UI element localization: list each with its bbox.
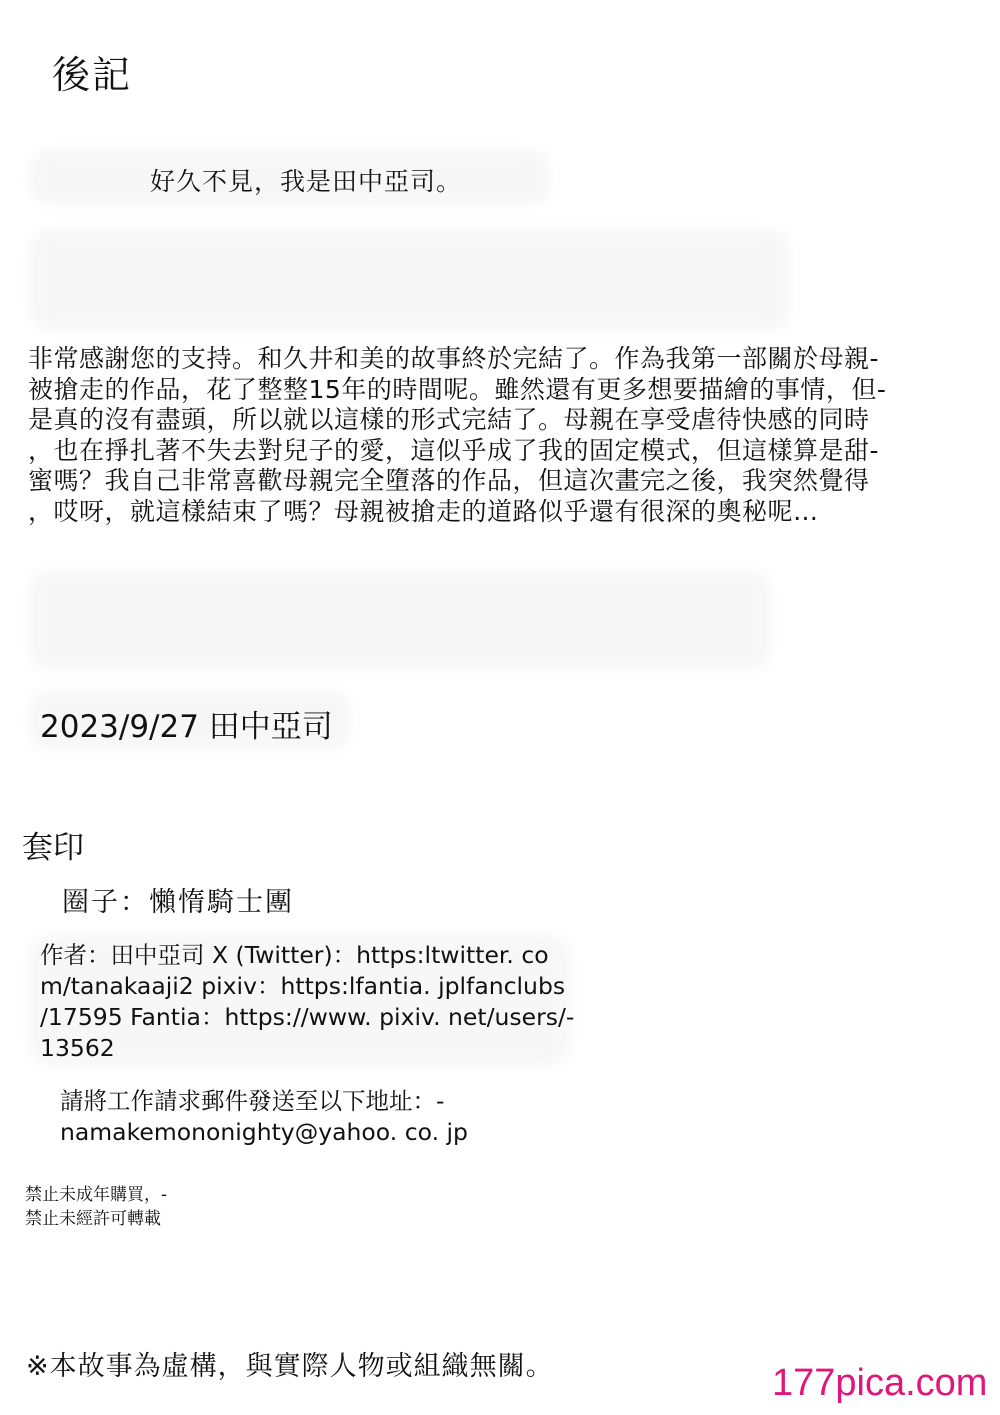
date-signature: 2023/9/27 田中亞司 [40,709,333,745]
colophon-heading: 套印 [22,830,84,866]
greeting-line: 好久不見，我是田中亞司。 [150,167,463,196]
author-line: /17595 Fantia：https://www. pixiv. net/users/- [40,1003,575,1031]
page-title: 後記 [52,53,133,97]
paragraph-line: ，哎呀，就這樣結束了嗎？母親被搶走的道路似乎還有很深的奧秘呢… [28,496,819,526]
afterword-paragraph [28,344,886,527]
contact-line: 請將工作請求郵件發送至以下地址：- [60,1087,445,1115]
fiction-disclaimer: ※本故事為虛構，與實際人物或組織無關。 [26,1351,554,1382]
paragraph-line: 被搶走的作品，花了整整15年的時間呢。雖然還有更多想要描繪的事情，但- [28,374,887,404]
author-info [40,940,574,1064]
circle-name: 圈子：懶惰騎士團 [62,887,294,918]
restriction-line: 禁止未成年購買，- [25,1185,168,1205]
paragraph-line: ，也在掙扎著不失去對兒子的愛，這似乎成了我的固定模式，但這樣算是甜- [28,435,880,465]
paragraph-line: 非常感謝您的支持。和久井和美的故事終於完結了。作為我第一部關於母親- [28,344,880,373]
erased-text-smudge [30,230,790,330]
author-line: m/tanakaaji2 pixiv：https:lfantia. jplfanclubs [40,972,566,1000]
erased-text-smudge [30,570,770,670]
author-line: 作者：田中亞司 X (Twitter)：https:ltwitter. co [40,941,549,969]
restriction-line: 禁止未經許可轉載 [25,1209,161,1229]
contact-info [60,1086,468,1148]
author-line: 13562 [40,1034,115,1062]
contact-email: namakemononighty@yahoo. co. jp [60,1118,468,1146]
site-watermark: 177pica.com [772,1362,988,1404]
paragraph-line: 蜜嗎？我自己非常喜歡母親完全墮落的作品，但這次畫完之後，我突然覺得 [28,466,870,495]
restrictions-notice [25,1183,167,1231]
paragraph-line: 是真的沒有盡頭，所以就以這樣的形式完結了。母親在享受虐待快感的同時 [28,405,870,434]
